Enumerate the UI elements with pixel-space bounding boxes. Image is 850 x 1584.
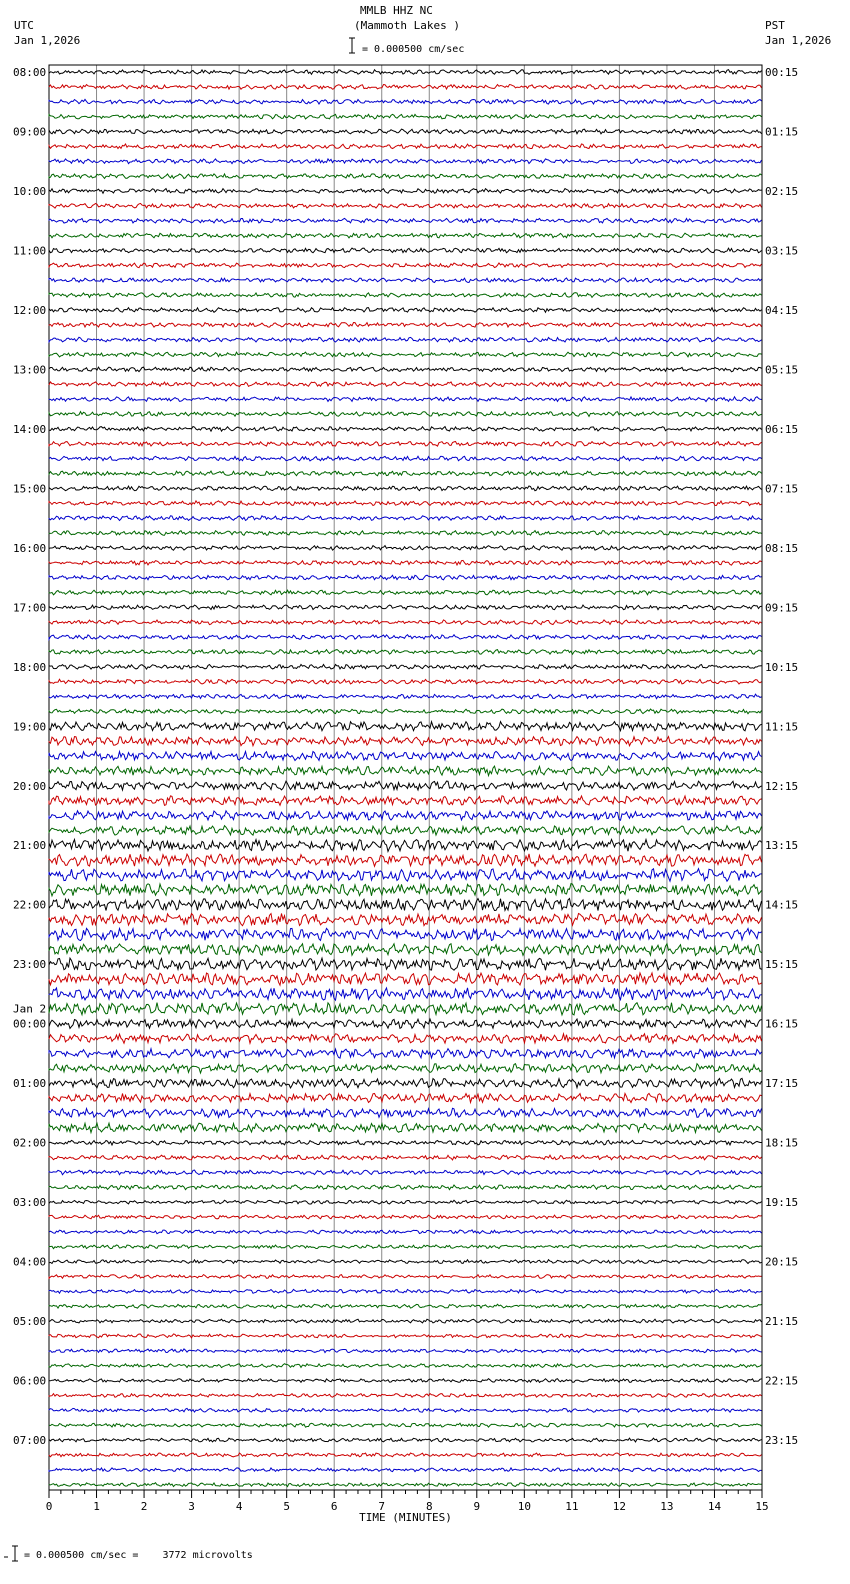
trace-row bbox=[49, 620, 762, 625]
trace-row bbox=[49, 471, 762, 476]
trace-row bbox=[49, 144, 762, 149]
trace-row bbox=[49, 694, 762, 699]
pst-hour-label: 13:15 bbox=[765, 839, 799, 853]
trace-row bbox=[49, 839, 762, 851]
pst-hour-label: 12:15 bbox=[765, 779, 799, 793]
utc-hour-label: 09:00 bbox=[13, 125, 47, 139]
x-tick-label: 0 bbox=[45, 1500, 53, 1513]
trace-row bbox=[49, 575, 762, 580]
pst-hour-label: 16:15 bbox=[765, 1017, 799, 1031]
day-change-label: Jan 2 bbox=[13, 1002, 47, 1016]
trace-row bbox=[49, 352, 762, 357]
utc-hour-label: 15:00 bbox=[13, 482, 47, 496]
x-tick-label: 4 bbox=[235, 1500, 243, 1513]
trace-row bbox=[49, 1123, 762, 1132]
pst-hour-label: 14:15 bbox=[765, 898, 799, 912]
x-tick-label: 5 bbox=[283, 1500, 290, 1513]
trace-row bbox=[49, 899, 762, 911]
trace-row bbox=[49, 546, 762, 551]
station-location: (Mammoth Lakes ) bbox=[354, 19, 460, 32]
pst-hour-label: 04:15 bbox=[765, 303, 799, 317]
trace-row bbox=[49, 605, 762, 610]
trace-row bbox=[49, 1408, 762, 1412]
trace-row bbox=[49, 737, 762, 746]
trace-row bbox=[49, 751, 762, 760]
trace-row bbox=[49, 1140, 762, 1145]
trace-row bbox=[49, 189, 762, 194]
utc-hour-label: 21:00 bbox=[13, 839, 47, 853]
trace-row bbox=[49, 722, 762, 731]
x-tick-label: 3 bbox=[188, 1500, 195, 1513]
trace-row bbox=[49, 665, 762, 670]
right-date: Jan 1,2026 bbox=[765, 34, 832, 47]
pst-hour-label: 07:15 bbox=[765, 482, 799, 496]
pst-hour-label: 21:15 bbox=[765, 1315, 799, 1329]
pst-hour-label: 08:15 bbox=[765, 541, 799, 555]
trace-row bbox=[49, 1483, 762, 1487]
trace-row bbox=[49, 1230, 762, 1234]
trace-row bbox=[49, 501, 762, 506]
utc-hour-label: 02:00 bbox=[13, 1136, 47, 1150]
trace-row bbox=[49, 412, 762, 417]
trace-row bbox=[49, 114, 762, 119]
trace-row bbox=[49, 1200, 762, 1204]
trace-row bbox=[49, 869, 762, 882]
pst-hour-label: 19:15 bbox=[765, 1196, 799, 1210]
utc-hour-label: 20:00 bbox=[13, 779, 47, 793]
trace-row bbox=[49, 944, 762, 956]
trace-row bbox=[49, 218, 762, 223]
pst-hour-label: 00:15 bbox=[765, 66, 799, 79]
x-axis-label: TIME (MINUTES) bbox=[359, 1511, 452, 1524]
utc-hour-label: 23:00 bbox=[13, 958, 47, 972]
utc-hour-label: 07:00 bbox=[13, 1434, 47, 1448]
footer-scale-text: = 0.000500 cm/sec = 3772 microvolts bbox=[24, 1550, 253, 1561]
trace-row bbox=[49, 129, 762, 134]
trace-row bbox=[49, 456, 762, 461]
utc-hour-label: 05:00 bbox=[13, 1315, 47, 1329]
trace-row bbox=[49, 1093, 762, 1102]
trace-row bbox=[49, 958, 762, 970]
trace-row bbox=[49, 1394, 762, 1398]
utc-hour-label: 12:00 bbox=[13, 303, 47, 317]
trace-row bbox=[49, 1304, 762, 1308]
trace-row bbox=[49, 826, 762, 836]
right-timezone: PST bbox=[765, 19, 785, 32]
trace-row bbox=[49, 70, 762, 75]
trace-row bbox=[49, 382, 762, 387]
trace-row bbox=[49, 1078, 762, 1088]
utc-hour-label: 13:00 bbox=[13, 363, 47, 377]
trace-row bbox=[49, 516, 762, 521]
pst-hour-label: 22:15 bbox=[765, 1374, 799, 1388]
utc-hour-label: 08:00 bbox=[13, 66, 47, 79]
pst-hour-label: 23:15 bbox=[765, 1434, 799, 1448]
utc-hour-label: 11:00 bbox=[13, 244, 47, 258]
station-title: MMLB HHZ NC bbox=[360, 4, 433, 17]
left-date: Jan 1,2026 bbox=[14, 34, 81, 47]
trace-row bbox=[49, 203, 762, 208]
utc-hour-label: 14:00 bbox=[13, 422, 47, 436]
trace-row bbox=[49, 796, 762, 806]
x-tick-label: 2 bbox=[140, 1500, 148, 1513]
utc-hour-label: 10:00 bbox=[13, 184, 47, 198]
trace-row bbox=[49, 1185, 762, 1190]
pst-hour-label: 11:15 bbox=[765, 720, 799, 734]
trace-row bbox=[49, 884, 762, 896]
trace-row bbox=[49, 1364, 762, 1368]
trace-row bbox=[49, 99, 762, 104]
trace-row bbox=[49, 337, 762, 342]
trace-row bbox=[49, 811, 762, 820]
trace-row bbox=[49, 1155, 762, 1160]
trace-row bbox=[49, 766, 762, 776]
trace-row bbox=[49, 397, 762, 402]
trace-row bbox=[49, 1334, 762, 1338]
trace-row bbox=[49, 973, 762, 985]
utc-hour-label: 16:00 bbox=[13, 541, 47, 555]
trace-row bbox=[49, 1423, 762, 1427]
trace-row bbox=[49, 988, 762, 1000]
utc-hour-label: 17:00 bbox=[13, 601, 47, 615]
trace-row bbox=[49, 590, 762, 595]
pst-hour-label: 10:15 bbox=[765, 660, 799, 674]
left-timezone: UTC bbox=[14, 19, 34, 32]
pst-hour-label: 15:15 bbox=[765, 958, 799, 972]
utc-hour-label: 01:00 bbox=[13, 1077, 47, 1091]
trace-row bbox=[49, 1108, 762, 1117]
trace-row bbox=[49, 1034, 762, 1044]
x-tick-label: 13 bbox=[660, 1500, 674, 1513]
utc-hour-label: 04:00 bbox=[13, 1255, 47, 1269]
pst-hour-label: 17:15 bbox=[765, 1077, 799, 1091]
trace-row bbox=[49, 709, 762, 714]
trace-row bbox=[49, 854, 762, 866]
x-tick-label: 11 bbox=[565, 1500, 579, 1513]
trace-row bbox=[49, 1319, 762, 1323]
trace-row bbox=[49, 248, 762, 253]
trace-row bbox=[49, 1468, 762, 1472]
trace-row bbox=[49, 1170, 762, 1175]
trace-row bbox=[49, 1453, 762, 1457]
x-tick-label: 8 bbox=[425, 1500, 433, 1513]
pst-hour-label: 20:15 bbox=[765, 1255, 799, 1269]
trace-row bbox=[49, 1289, 762, 1293]
trace-row bbox=[49, 367, 762, 372]
pst-hour-label: 06:15 bbox=[765, 422, 799, 436]
x-tick-label: 10 bbox=[517, 1500, 531, 1513]
trace-row bbox=[49, 914, 762, 926]
trace-row bbox=[49, 1379, 762, 1383]
scale-text: = 0.000500 cm/sec bbox=[362, 44, 465, 55]
utc-hour-label: 22:00 bbox=[13, 898, 47, 912]
trace-row bbox=[49, 1275, 762, 1279]
pst-hour-label: 05:15 bbox=[765, 363, 799, 377]
pst-hour-label: 03:15 bbox=[765, 244, 799, 258]
trace-row bbox=[49, 263, 762, 268]
trace-row bbox=[49, 1349, 762, 1353]
trace-row bbox=[49, 635, 762, 640]
trace-row bbox=[49, 1260, 762, 1264]
trace-row bbox=[49, 1245, 762, 1249]
trace-row bbox=[49, 1003, 762, 1015]
trace-row bbox=[49, 442, 762, 447]
utc-hour-label: 00:00 bbox=[13, 1017, 47, 1031]
trace-row bbox=[49, 1438, 762, 1442]
trace-row bbox=[49, 560, 762, 565]
x-tick-label: 14 bbox=[707, 1500, 722, 1513]
trace-row bbox=[49, 1049, 762, 1058]
trace-row bbox=[49, 85, 762, 90]
trace-row bbox=[49, 293, 762, 298]
footer-scale-bar-icon bbox=[2, 1545, 22, 1563]
trace-row bbox=[49, 781, 762, 790]
trace-row bbox=[49, 278, 762, 283]
trace-row bbox=[49, 486, 762, 491]
utc-hour-label: 18:00 bbox=[13, 660, 47, 674]
trace-row bbox=[49, 308, 762, 313]
x-tick-label: 15 bbox=[755, 1500, 769, 1513]
pst-hour-label: 18:15 bbox=[765, 1136, 799, 1150]
trace-row bbox=[49, 427, 762, 432]
pst-hour-label: 09:15 bbox=[765, 601, 799, 615]
trace-row bbox=[49, 1215, 762, 1219]
x-tick-label: 7 bbox=[378, 1500, 386, 1513]
pst-hour-label: 02:15 bbox=[765, 184, 799, 198]
trace-row bbox=[49, 1064, 762, 1073]
x-tick-label: 6 bbox=[330, 1500, 338, 1513]
utc-hour-label: 06:00 bbox=[13, 1374, 47, 1388]
pst-hour-label: 01:15 bbox=[765, 125, 799, 139]
x-tick-label: 12 bbox=[612, 1500, 627, 1513]
trace-row bbox=[49, 233, 762, 238]
trace-row bbox=[49, 650, 762, 655]
utc-hour-label: 03:00 bbox=[13, 1196, 47, 1210]
trace-row bbox=[49, 159, 762, 164]
trace-row bbox=[49, 531, 762, 536]
trace-row bbox=[49, 323, 762, 328]
utc-hour-label: 19:00 bbox=[13, 720, 47, 734]
x-tick-label: 1 bbox=[93, 1500, 100, 1513]
trace-row bbox=[49, 174, 762, 179]
x-tick-label: 9 bbox=[473, 1500, 481, 1513]
trace-row bbox=[49, 679, 762, 684]
trace-row bbox=[49, 928, 762, 940]
trace-row bbox=[49, 1019, 762, 1028]
